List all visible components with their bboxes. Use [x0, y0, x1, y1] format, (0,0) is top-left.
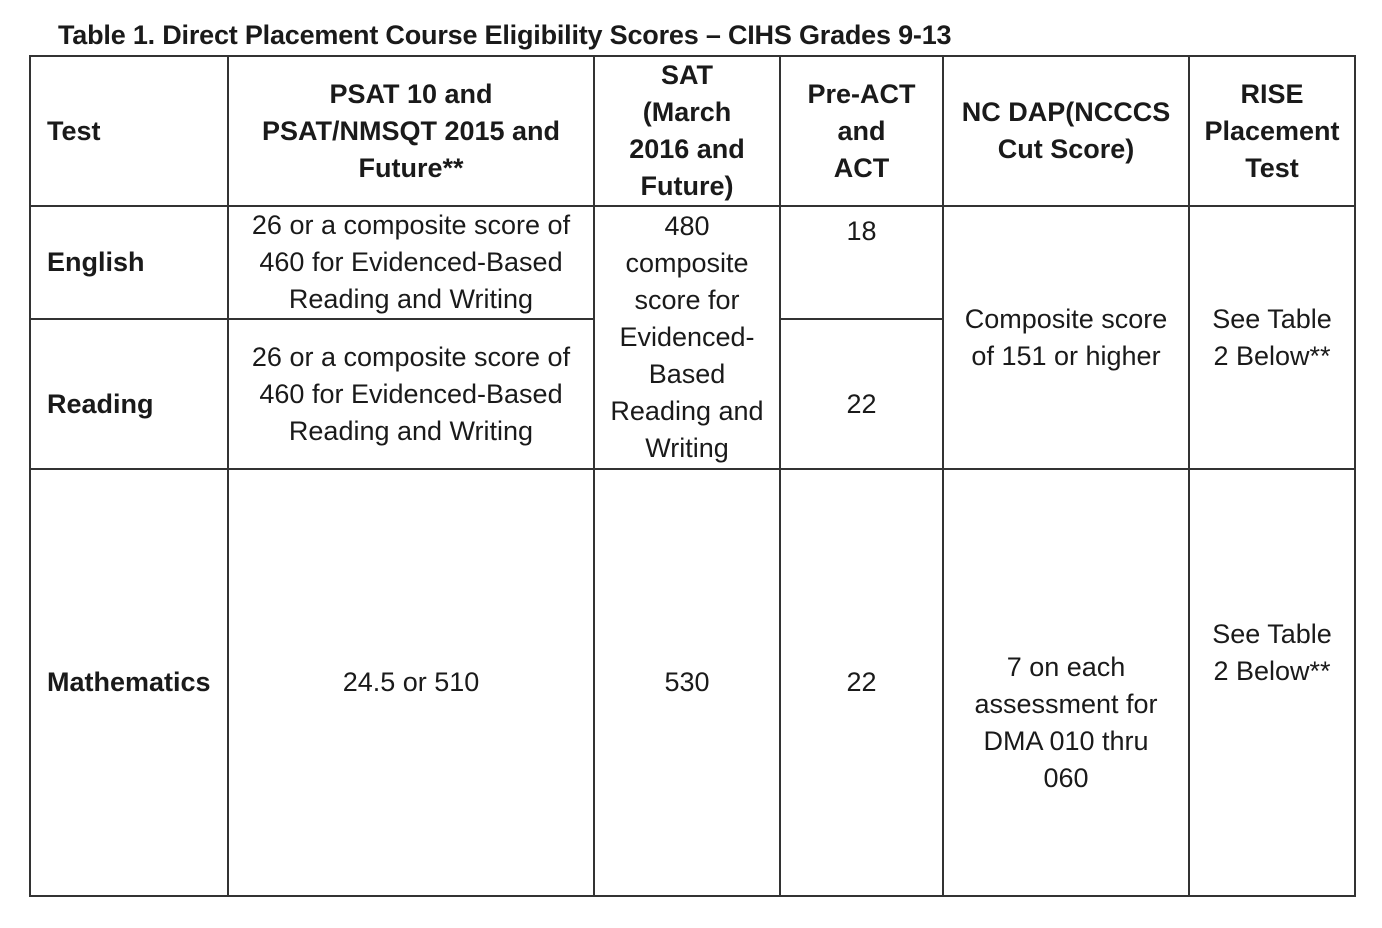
math-act-cell: 22 — [780, 469, 943, 896]
row-label-english: English — [30, 206, 228, 319]
english-act-cell: 18 — [780, 206, 943, 319]
header-act: Pre-ACT and ACT — [780, 56, 943, 206]
row-label-mathematics: Mathematics — [30, 469, 228, 896]
header-sat: SAT (March 2016 and Future) — [594, 56, 780, 206]
header-row — [30, 56, 1355, 206]
math-sat-cell: 530 — [594, 469, 780, 896]
header-psat: PSAT 10 and PSAT/NMSQT 2015 and Future** — [228, 56, 594, 206]
eligibility-table — [29, 55, 1356, 897]
english-reading-ncdap-cell: Composite score of 151 or higher — [943, 206, 1189, 469]
english-reading-sat-cell: 480 composite score for Evidenced- Based Reading and Writing — [594, 206, 780, 469]
math-ncdap-cell: 7 on each assessment for DMA 010 thru 060 — [943, 469, 1189, 896]
header-rise: RISE Placement Test — [1189, 56, 1355, 206]
reading-act-cell: 22 — [780, 319, 943, 469]
row-label-reading: Reading — [30, 319, 228, 469]
reading-psat-cell: 26 or a composite score of 460 for Evidenced-Based Reading and Writing — [228, 319, 594, 469]
english-psat-cell: 26 or a composite score of 460 for Evidenced-Based Reading and Writing — [228, 206, 594, 319]
header-ncdap: NC DAP(NCCCS Cut Score) — [943, 56, 1189, 206]
math-rise-cell: See Table 2 Below** — [1189, 469, 1355, 896]
header-test: Test — [30, 56, 228, 206]
table-row-mathematics — [30, 469, 1355, 896]
table-caption: Table 1. Direct Placement Course Eligibility Scores – CIHS Grades 9-13 — [58, 20, 952, 50]
math-psat-cell: 24.5 or 510 — [228, 469, 594, 896]
table-row-english — [30, 206, 1355, 319]
english-reading-rise-cell: See Table 2 Below** — [1189, 206, 1355, 469]
